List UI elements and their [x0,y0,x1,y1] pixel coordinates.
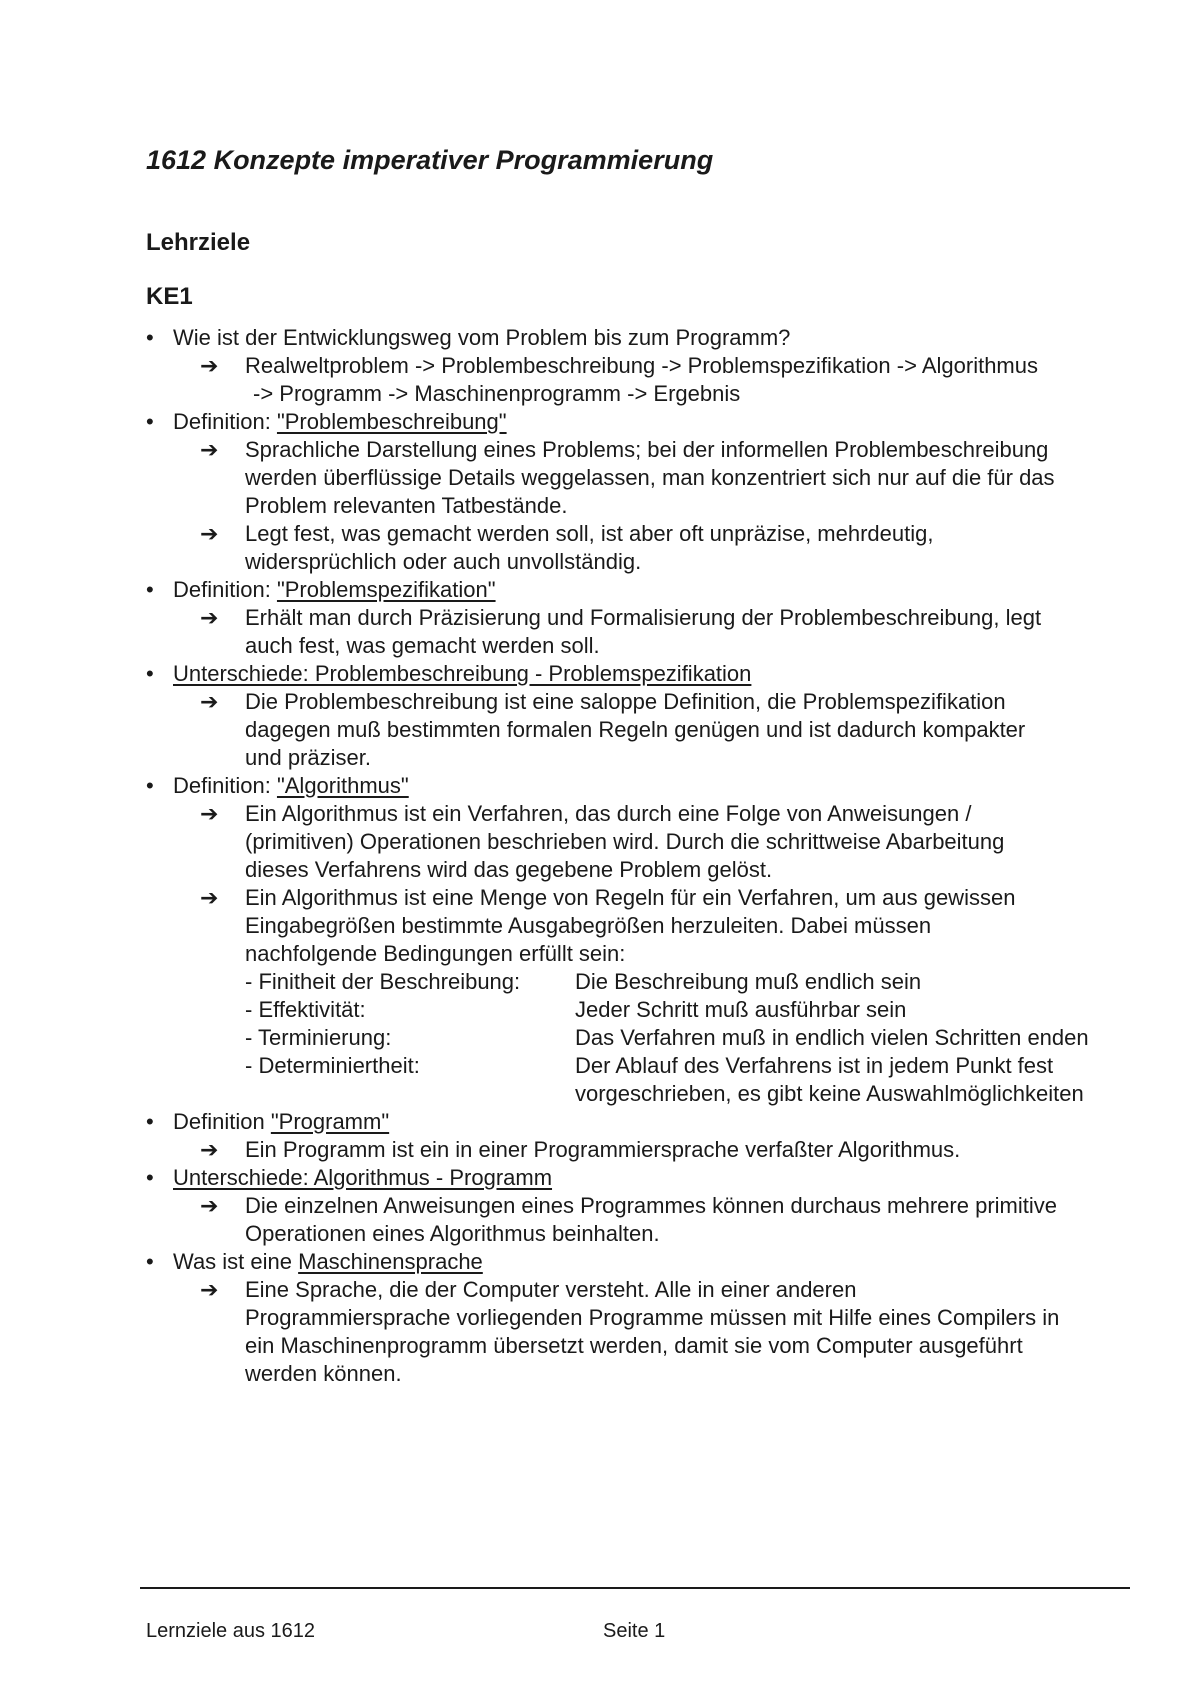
criterion-label: - Finitheit der Beschreibung: [245,969,521,994]
bullet-icon: • [146,577,154,602]
arrow-right-icon: ➔ [200,885,219,910]
footer-document-name: Lernziele aus 1612 [146,1620,316,1642]
bullet-icon: • [146,661,154,686]
arrow-right-icon: ➔ [200,353,219,378]
sub-point-line: ein Maschinenprogramm übersetzt werden, damit sie vom Computer ausgeführt [245,1333,1023,1358]
criterion-value-line: Jeder Schritt muß ausführbar sein [575,997,907,1022]
learning-goals-list [146,324,1136,1388]
list-item [146,772,1136,1108]
item-prefix: Was ist eine [173,1249,299,1274]
criterion-row [245,1024,1136,1052]
sub-point-line: (primitiven) Operationen beschrieben wird. Durch die schrittweise Abarbeitung [245,829,1005,854]
document-title: 1612 Konzepte imperativer Programmierung [146,145,714,175]
sub-point-line: Legt fest, was gemacht werden soll, ist aber oft unpräzise, mehrdeutig, [245,521,934,546]
sub-point-line: dieses Verfahrens wird das gegebene Problem gelöst. [245,857,773,882]
sub-point-line: Operationen eines Algorithmus beinhalten. [245,1221,660,1246]
criterion-row [245,968,1136,996]
item-term: "Algorithmus" [276,773,409,798]
arrow-right-icon: ➔ [200,437,219,462]
item-term: "Problemspezifikation" [276,577,496,602]
section-heading-ke1: KE1 [146,283,193,310]
sub-point-line: Erhält man durch Präzisierung und Formalisierung der Problembeschreibung, legt [245,605,1042,630]
arrow-right-icon: ➔ [200,1193,219,1218]
item-heading [173,1108,1136,1136]
criterion-value [575,1052,1136,1108]
criterion-value [575,968,1136,996]
sub-point-line: Sprachliche Darstellung eines Problems; bei der informellen Problembeschreibung [245,437,1049,462]
item-heading [173,1248,1136,1276]
sub-point [173,1136,1136,1164]
list-item [146,324,1136,408]
item-term: Maschinensprache [298,1249,483,1274]
criterion-value [575,996,1136,1024]
item-prefix: Definition: [173,409,277,434]
item-prefix: Definition: [173,577,277,602]
item-term: "Programm" [270,1109,390,1134]
item-heading [173,324,1136,352]
sub-point-line: Ein Algorithmus ist eine Menge von Regeln für ein Verfahren, um aus gewissen [245,885,1016,910]
arrow-right-icon: ➔ [200,1277,219,1302]
sub-point-line: werden überflüssige Details weggelassen, man konzentriert sich nur auf die für das [245,465,1055,490]
arrow-right-icon: ➔ [200,1137,219,1162]
sub-point [173,436,1136,520]
item-heading [173,408,1136,436]
bullet-icon: • [146,1249,154,1274]
criterion-label: - Determiniertheit: [245,1053,420,1078]
criterion-row [245,996,1136,1024]
arrow-right-icon: ➔ [200,521,219,546]
sub-point [173,604,1136,660]
item-heading [173,1164,1136,1192]
bullet-icon: • [146,409,154,434]
sub-point-line: Ein Programm ist ein in einer Programmiersprache verfaßter Algorithmus. [245,1137,961,1162]
sub-point-line: werden können. [245,1361,402,1386]
arrow-right-icon: ➔ [200,605,219,630]
sub-point [173,1192,1136,1248]
list-item [146,1248,1136,1388]
sub-point-line: Die Problembeschreibung ist eine saloppe Definition, die Problemspezifikation [245,689,1006,714]
item-heading [173,576,1136,604]
footer-divider [140,1587,1130,1589]
arrow-right-icon: ➔ [200,801,219,826]
sub-point-line: Eingabegrößen bestimmte Ausgabegrößen herzuleiten. Dabei müssen [245,913,932,938]
item-term: Unterschiede: Algorithmus - Programm [173,1165,553,1190]
list-item [146,408,1136,576]
item-heading [173,772,1136,800]
item-prefix: Definition [173,1109,271,1134]
sub-point [173,884,1136,1108]
list-item [146,1164,1136,1248]
item-term: Unterschiede: Problembeschreibung - Problemspezifikation [173,661,752,686]
bullet-icon: • [146,773,154,798]
sub-point-line: nachfolgende Bedingungen erfüllt sein: [245,941,626,966]
item-heading [173,660,1136,688]
sub-point-line: -> Programm -> Maschinenprogramm -> Ergebnis [253,381,741,406]
footer-page-number: Seite 1 [603,1620,666,1642]
item-term: "Problembeschreibung" [276,409,507,434]
sub-point-line: Realweltproblem -> Problembeschreibung -> Problemspezifikation -> Algorithmus [245,353,1038,378]
sub-point-line: Ein Algorithmus ist ein Verfahren, das durch eine Folge von Anweisungen / [245,801,972,826]
criterion-value-line: Der Ablauf des Verfahrens ist in jedem Punkt fest [575,1053,1054,1078]
item-prefix: Definition: [173,773,277,798]
sub-point-line: Problem relevanten Tatbestände. [245,493,568,518]
arrow-right-icon: ➔ [200,689,219,714]
sub-point-line: auch fest, was gemacht werden soll. [245,633,600,658]
section-heading-lehrziele: Lehrziele [146,229,251,256]
criterion-value-line: Die Beschreibung muß endlich sein [575,969,922,994]
criterion-row [245,1052,1136,1108]
list-item [146,576,1136,660]
sub-point [173,520,1136,576]
item-prefix: Wie ist der Entwicklungsweg vom Problem bis zum Programm? [173,325,791,350]
sub-point-line: Eine Sprache, die der Computer versteht. Alle in einer anderen [245,1277,857,1302]
sub-point-line: dagegen muß bestimmten formalen Regeln genügen und ist dadurch kompakter [245,717,1026,742]
bullet-icon: • [146,1165,154,1190]
criterion-value [575,1024,1136,1052]
sub-point-line: widersprüchlich oder auch unvollständig. [245,549,642,574]
criterion-label: - Terminierung: [245,1025,392,1050]
sub-point-line: Programmiersprache vorliegenden Programme müssen mit Hilfe eines Compilers in [245,1305,1060,1330]
bullet-icon: • [146,325,154,350]
sub-point-line: und präziser. [245,745,371,770]
bullet-icon: • [146,1109,154,1134]
sub-point [173,688,1136,772]
sub-point [173,800,1136,884]
sub-point [173,352,1136,408]
sub-point-line: Die einzelnen Anweisungen eines Programmes können durchaus mehrere primitive [245,1193,1057,1218]
criterion-label: - Effektivität: [245,997,366,1022]
list-item [146,1108,1136,1164]
criterion-value-line: Das Verfahren muß in endlich vielen Schritten enden [575,1025,1089,1050]
list-item [146,660,1136,772]
sub-point [173,1276,1136,1388]
criterion-value-line: vorgeschrieben, es gibt keine Auswahlmöglichkeiten [575,1081,1084,1106]
